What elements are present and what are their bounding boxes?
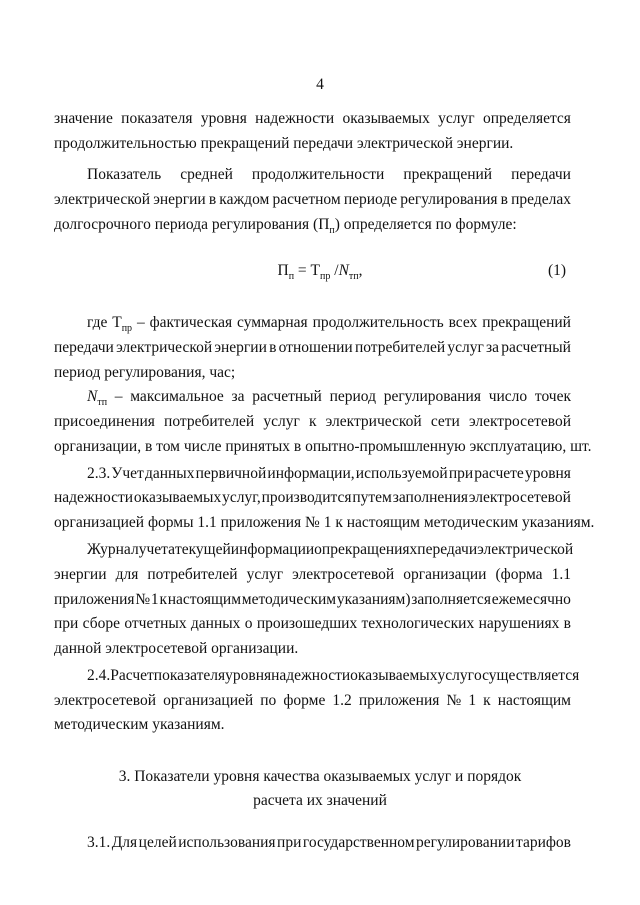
word: потребителей <box>147 566 238 583</box>
word: используемой <box>355 465 448 482</box>
word: регулирования <box>383 388 481 405</box>
word: настоящим <box>497 692 571 709</box>
word: при <box>448 465 474 482</box>
word: 2.4. <box>87 667 111 684</box>
word: услуг, <box>222 489 261 506</box>
text-line: методическим указаниям. <box>54 716 225 733</box>
word: Учет <box>111 465 144 482</box>
word: электросетевой <box>292 566 395 583</box>
word: суммарная <box>237 314 308 331</box>
word: надежности <box>255 110 335 127</box>
word: 1.2 <box>332 692 352 709</box>
word: услуг <box>447 339 484 356</box>
word: 1 <box>150 591 159 608</box>
word: Расчет <box>110 667 154 684</box>
word: всех <box>448 314 478 331</box>
word: $Т_{пр}$ <box>112 314 133 335</box>
text-line <box>87 310 571 335</box>
word: по <box>260 692 277 709</box>
word: тарифов <box>516 834 571 851</box>
text-line <box>54 688 571 713</box>
word: государственном <box>302 834 415 851</box>
word: приложения <box>54 591 135 608</box>
word: периоде <box>343 191 398 208</box>
text-line: организации, в том числе принятых в опытно-промышленную эксплуатацию, шт. <box>54 438 592 455</box>
word: за <box>486 339 500 356</box>
text-line <box>54 587 571 612</box>
word: оказываемых <box>133 489 222 506</box>
word: точек <box>534 388 571 405</box>
word: услуг <box>263 413 300 430</box>
text-line: организацией формы 1.1 приложения № 1 к настоящим методическим указаниям. <box>54 514 595 531</box>
text-line: период регулирования, час; <box>54 364 236 381</box>
page-number: 4 <box>316 76 324 93</box>
word: к <box>308 413 317 430</box>
word: методическим <box>241 591 337 608</box>
word: продолжительности <box>251 166 385 183</box>
word: число <box>488 388 528 405</box>
text-line <box>87 830 571 855</box>
text-line <box>54 335 571 360</box>
text-line <box>54 106 571 131</box>
word: первичной <box>195 465 267 482</box>
word: при <box>54 615 79 632</box>
text-line <box>87 162 571 187</box>
word: регулировании <box>416 834 515 851</box>
word: фактическая <box>149 314 233 331</box>
word: услуг <box>438 110 475 127</box>
word: электрической <box>54 191 151 208</box>
word: уровня <box>200 110 247 127</box>
word: технологических <box>361 615 475 632</box>
word: электросетевой <box>54 692 157 709</box>
text-line <box>54 409 571 434</box>
text-line <box>54 187 571 212</box>
word: заполнения <box>392 489 469 506</box>
word: при <box>277 834 302 851</box>
word: расчетный <box>252 388 322 405</box>
word: прекращений <box>403 166 493 183</box>
word: $N_{тп}$ <box>87 388 108 409</box>
word: Показатель <box>87 166 162 183</box>
word: использования <box>178 834 276 851</box>
word: данных <box>190 615 241 632</box>
word: путем <box>352 489 392 506</box>
equation-number: (1) <box>548 262 567 279</box>
word: электросетевой <box>468 413 571 430</box>
word: период <box>329 388 376 405</box>
word: текущей <box>174 541 231 558</box>
word: оказываемых <box>342 110 430 127</box>
text-line <box>54 562 571 587</box>
word: отчетных <box>124 615 187 632</box>
word: прекращениях <box>321 541 418 558</box>
word: Для <box>111 834 138 851</box>
word: энергии <box>54 566 107 583</box>
word: значение <box>54 110 113 127</box>
word: производится <box>261 489 352 506</box>
word: оказываемых <box>350 667 438 684</box>
word: показателя <box>121 110 193 127</box>
word: № <box>135 591 151 608</box>
word: передачи <box>511 166 571 183</box>
text-line: продолжительностью прекращений передачи электрической энергии. <box>54 135 514 152</box>
word: приложения <box>358 692 440 709</box>
formula: $П_п = Т_{пр}$ $/N_{тп}$, <box>277 262 363 283</box>
word: – <box>114 388 123 405</box>
text-line <box>87 537 574 562</box>
word: в <box>500 191 508 208</box>
word: настоящим <box>167 591 241 608</box>
word: организации <box>403 566 487 583</box>
word: показателя <box>153 667 226 684</box>
word: о <box>314 541 322 558</box>
word: заполняется <box>411 591 491 608</box>
word: расчетный <box>501 339 571 356</box>
word: прекращений <box>482 314 571 331</box>
text-line <box>87 384 571 409</box>
word: продолжительность <box>312 314 444 331</box>
word: в <box>563 615 571 632</box>
word: № <box>446 692 462 709</box>
word: максимальное <box>130 388 224 405</box>
text-line <box>87 663 580 688</box>
word: данных <box>144 465 195 482</box>
word: средней <box>180 166 233 183</box>
word: где <box>87 314 108 331</box>
text-line <box>87 461 571 486</box>
word: надежности <box>271 667 351 684</box>
section-heading: 3. Показатели уровня качества оказываемых услуг и порядок <box>118 768 522 785</box>
word: уровня <box>225 667 272 684</box>
word: – <box>136 314 145 331</box>
word: сборе <box>82 615 121 632</box>
word: 1 <box>468 692 477 709</box>
word: в <box>208 191 217 208</box>
word: электрической <box>116 339 213 356</box>
word: пределах <box>511 191 571 208</box>
word: указаниям) <box>336 591 411 608</box>
word: 3.1. <box>87 834 111 851</box>
word: осуществляется <box>473 667 580 684</box>
word: отношении <box>278 339 353 356</box>
word: учета <box>138 541 175 558</box>
text-line <box>54 611 571 636</box>
word: определяется <box>482 110 571 127</box>
word: надежности <box>54 489 134 506</box>
word: произошедших <box>256 615 358 632</box>
word: присоединения <box>54 413 155 430</box>
word: целей <box>138 834 177 851</box>
word: к <box>483 692 491 709</box>
text-line <box>54 485 571 510</box>
word: потребителей <box>354 339 446 356</box>
word: электрической <box>325 413 422 430</box>
text-line: долгосрочного периода регулирования $(П_п)$ определяется по формуле: <box>54 216 517 237</box>
word: форме <box>283 692 326 709</box>
word: каждом <box>219 191 270 208</box>
word: информации <box>230 541 315 558</box>
word: потребителей <box>164 413 255 430</box>
word: расчете <box>474 465 524 482</box>
word: организацией <box>163 692 254 709</box>
word: (форма <box>495 566 543 583</box>
word: уровня <box>524 465 571 482</box>
word: услуг <box>437 667 474 684</box>
word: передачи <box>417 541 478 558</box>
word: энергии <box>214 339 267 356</box>
word: нарушениях <box>478 615 560 632</box>
text-line: данной электросетевой организации. <box>54 640 299 657</box>
word: регулирования <box>400 191 498 208</box>
word: за <box>231 388 245 405</box>
word: расчетном <box>272 191 341 208</box>
word: о <box>244 615 253 632</box>
word: 1.1 <box>551 566 571 583</box>
word: в <box>269 339 277 356</box>
word: передачи <box>54 339 114 356</box>
word: для <box>115 566 139 583</box>
word: энергии <box>153 191 206 208</box>
word: 2.3. <box>87 465 111 482</box>
section-heading: расчета их значений <box>253 792 387 809</box>
word: сети <box>430 413 460 430</box>
word: услуг <box>246 566 284 583</box>
word: Журнал <box>87 541 139 558</box>
word: к <box>159 591 167 608</box>
word: информации, <box>267 465 355 482</box>
word: электросетевой <box>468 489 571 506</box>
word: электрической <box>477 541 574 558</box>
word: ежемесячно <box>491 591 571 608</box>
